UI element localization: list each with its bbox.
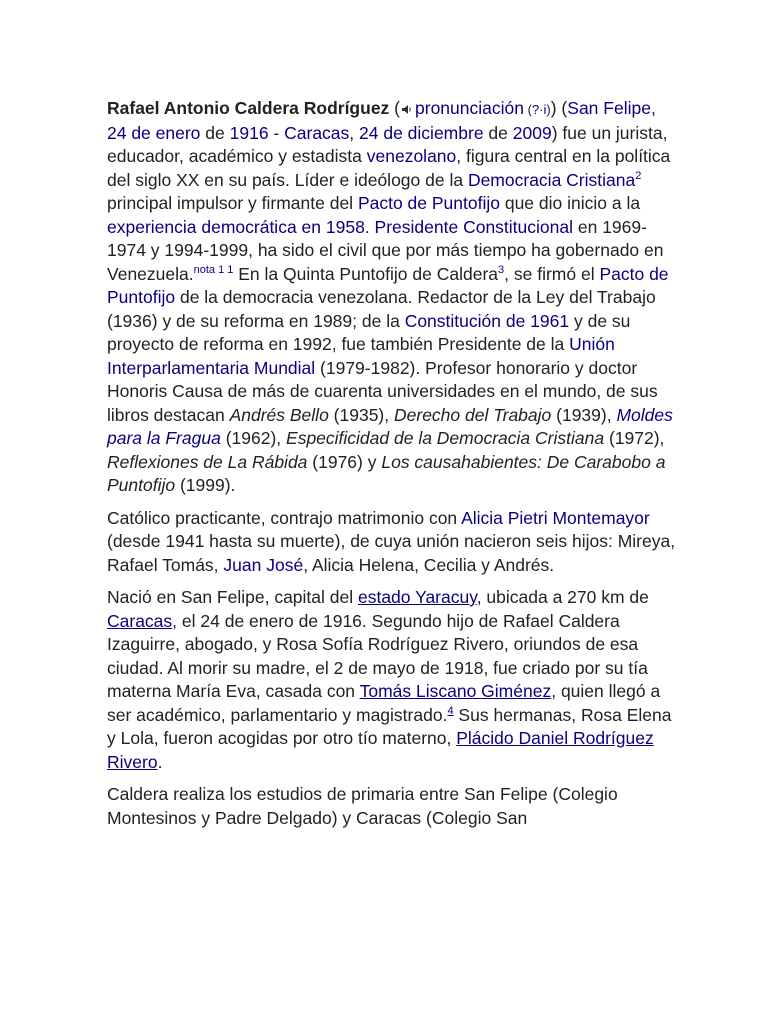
link-san-felipe[interactable]: San Felipe [567, 98, 651, 118]
paragraph-education: Caldera realiza los estudios de primaria entre San Felipe (Colegio Montesinos y Padre Delgado) y Caracas (Colegio San [107, 784, 618, 828]
link-venezolano[interactable]: venezolano [366, 146, 457, 166]
link-placido-rodriguez[interactable]: Plácido Daniel Rodríguez Rivero [107, 728, 654, 772]
link-moldes-para-la-fragua[interactable]: Moldes para la Fragua [107, 404, 673, 448]
link-constitucion-1961[interactable]: Constitución de 1961 [404, 310, 570, 331]
book-causahabientes: Los causahabientes: De Carabobo a Puntofijo [107, 451, 666, 495]
link-1916[interactable]: 1916 [229, 122, 269, 143]
book-andres-bello: Andrés Bello [229, 404, 329, 425]
link-alicia-pietri[interactable]: Alicia Pietri Montemayor [461, 507, 650, 528]
ref-nota-1[interactable]: nota 1 [193, 263, 225, 276]
ref-4[interactable]: 4 [447, 704, 454, 717]
link-caracas-2[interactable]: Caracas [107, 610, 173, 631]
link-union-interparlamentaria[interactable]: Unión Interparlamentaria Mundial [107, 334, 615, 378]
link-pacto-de-puntofijo[interactable]: Pacto de Puntofijo [357, 193, 500, 213]
link-estado-yaracuy[interactable]: estado Yaracuy [357, 587, 477, 607]
paragraph-family: Católico practicante, contrajo matrimonio con Alicia Pietri Montemayor (desde 1941 hasta su muerte), de cuya unión nacieron seis hijos: Mireya, Rafael Tomás, Juan José, Alicia Helena, Cecilia y Andrés. [107, 507, 676, 575]
link-experiencia-democratica[interactable]: experiencia democrática en 1958 [107, 216, 365, 237]
paragraph-intro: Rafael Antonio Caldera Rodríguez ( pronunciación (?·i)) (San Felipe, 24 de enero de 1916 - Caracas, 24 de diciembre de 2009) fue un jurista, educador, académico y estadista venezolano, figura central en la política del siglo XX en su país. Líder e ideólogo de la Democracia Cristiana$^2$ principal impulsor y firmante del Pacto de Puntofijo que dio inicio a la experiencia democrática en 1958. Presidente Constitucional en 1969-1974 y 1994-1999, ha sido el civil que por más tiempo ha gobernado en Venezuela.$^{nota 1 1}$ En la Quinta Puntofijo de Caldera$^3$, se firmó el Pacto de Puntofijo de la democracia venezolana. Redactor de la Ley del Trabajo (1936) y de su reforma en 1989; de la Constitución de 1961 y de su proyecto de reforma en 1992, fue también Presidente de la Unión Interparlamentaria Mundial (1979-1982). Profesor honorario y doctor Honoris Causa de más de cuarenta universidades en el mundo, de sus libros destacan Andrés Bello (1935), Derecho del Trabajo (1939), Moldes para la Fragua (1962), Especificidad de la Democracia Cristiana (1972), Reflexiones de La Rábida (1976) y Los causahabientes: De Carabobo a Puntofijo (1999). [107, 98, 673, 495]
link-presidente-constitucional[interactable]: Presidente Constitucional [374, 216, 573, 237]
link-pacto-de-puntofijo-2[interactable]: Pacto de Puntofijo [107, 263, 669, 307]
article-body [107, 97, 677, 839]
ref-1[interactable]: 1 [224, 263, 234, 276]
paragraph-birth: Nació en San Felipe, capital del estado Yaracuy, ubicada a 270 km de Caracas, el 24 de enero de 1916. Segundo hijo de Rafael Caldera Izaguirre, abogado, y Rosa Sofía Rodríguez Rivero, oriundos de esa ciudad. Al morir su madre, el 2 de mayo de 1918, fue criado por su tía materna María Eva, casada con Tomás Liscano Giménez, quien llegó a ser académico, parlamentario y magistrado.$^4$ Sus hermanas, Rosa Elena y Lola, fueron acogidas por otro tío materno, Plácido Daniel Rodríguez Rivero. [107, 587, 672, 772]
pronunciation-help-link[interactable]: ?·i [531, 102, 547, 117]
book-derecho-del-trabajo: Derecho del Trabajo [394, 404, 552, 425]
ref-3[interactable]: 3 [498, 263, 505, 276]
link-24-de-diciembre[interactable]: 24 de diciembre [359, 122, 484, 143]
link-tomas-liscano[interactable]: Tomás Liscano Giménez [359, 681, 552, 701]
speaker-icon[interactable] [401, 104, 413, 115]
article-subject-name: Rafael Antonio Caldera Rodríguez [107, 98, 390, 118]
link-democracia-cristiana[interactable]: Democracia Cristiana [467, 169, 636, 190]
book-especificidad: Especificidad de la Democracia Cristiana [286, 428, 605, 448]
link-24-de-enero[interactable]: 24 de enero [107, 122, 201, 143]
link-juan-jose[interactable]: Juan José [223, 554, 304, 575]
ref-2[interactable]: 2 [635, 169, 642, 182]
pronunciation-link[interactable]: pronunciación [415, 98, 524, 118]
link-2009[interactable]: 2009 [512, 122, 552, 143]
link-caracas[interactable]: Caracas [284, 122, 350, 143]
book-reflexiones: Reflexiones de La Rábida [107, 451, 308, 472]
